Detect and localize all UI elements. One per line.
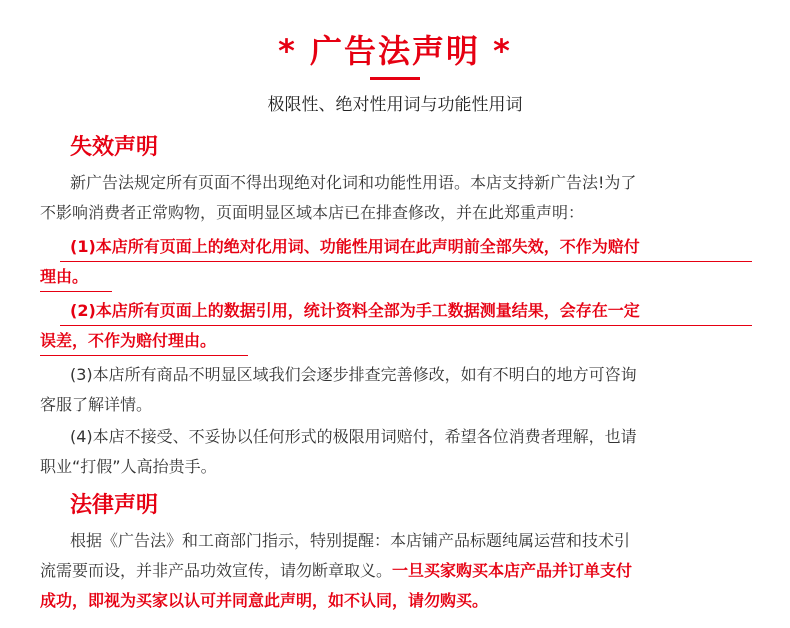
section-heading-legal: 法律声明 bbox=[70, 493, 159, 518]
legal-line-3-emphasis: 成功，即视为买家以认可并同意此声明，如不认同，请勿购买。 bbox=[40, 591, 489, 610]
clause-2 bbox=[40, 296, 752, 356]
title-underline bbox=[370, 77, 420, 80]
legal-line-1: 根据《广告法》和工商部门指示，特别提醒：本店铺产品标题纯属运营和技术引 bbox=[70, 531, 631, 550]
clause-1-underline-1 bbox=[60, 261, 752, 262]
legal-line-2-normal: 流需要而设，并非产品功效宣传，请勿断章取义。 bbox=[40, 561, 393, 580]
clause-2-underline-2 bbox=[40, 355, 248, 356]
section-heading-invalidation: 失效声明 bbox=[70, 135, 159, 160]
clause-2-line-1: (2)本店所有页面上的数据引用，统计资料全部为手工数据测量结果，会存在一定 bbox=[70, 301, 640, 320]
clause-3-line-1: (3)本店所有商品不明显区域我们会逐步排查完善修改，如有不明白的地方可咨询 bbox=[70, 365, 637, 384]
intro-line-1: 新广告法规定所有页面不得出现绝对化词和功能性用语。本店支持新广告法!为了 bbox=[70, 173, 637, 192]
legal-line-2-emphasis: 一旦买家购买本店产品并订单支付 bbox=[392, 561, 633, 580]
clause-1 bbox=[40, 232, 752, 292]
clause-3 bbox=[40, 360, 752, 420]
legal-line-2 bbox=[40, 556, 752, 586]
intro-line-2: 不影响消费者正常购物，页面明显区域本店已在排查修改，并在此郑重声明： bbox=[40, 203, 585, 222]
clause-2-underline-1 bbox=[60, 325, 752, 326]
clause-4-line-2: 职业“打假”人高抬贵手。 bbox=[40, 457, 217, 476]
clause-2-line-2: 误差，不作为赔付理由。 bbox=[40, 331, 217, 350]
legal-paragraph bbox=[40, 526, 752, 616]
clause-4-line-1: (4)本店不接受、不妥协以任何形式的极限用词赔付，希望各位消费者理解，也请 bbox=[70, 427, 637, 446]
clause-3-line-2: 客服了解详情。 bbox=[40, 395, 153, 414]
clause-1-line-1: (1)本店所有页面上的绝对化用词、功能性用词在此声明前全部失效，不作为赔付 bbox=[70, 237, 640, 256]
clause-1-line-2: 理由。 bbox=[40, 267, 89, 286]
clause-1-underline-2 bbox=[40, 291, 112, 292]
page-title: * 广告法声明 * bbox=[278, 32, 512, 70]
clause-4 bbox=[40, 422, 752, 482]
page-subtitle: 极限性、绝对性用词与功能性用词 bbox=[267, 95, 523, 115]
intro-paragraph bbox=[40, 168, 752, 228]
